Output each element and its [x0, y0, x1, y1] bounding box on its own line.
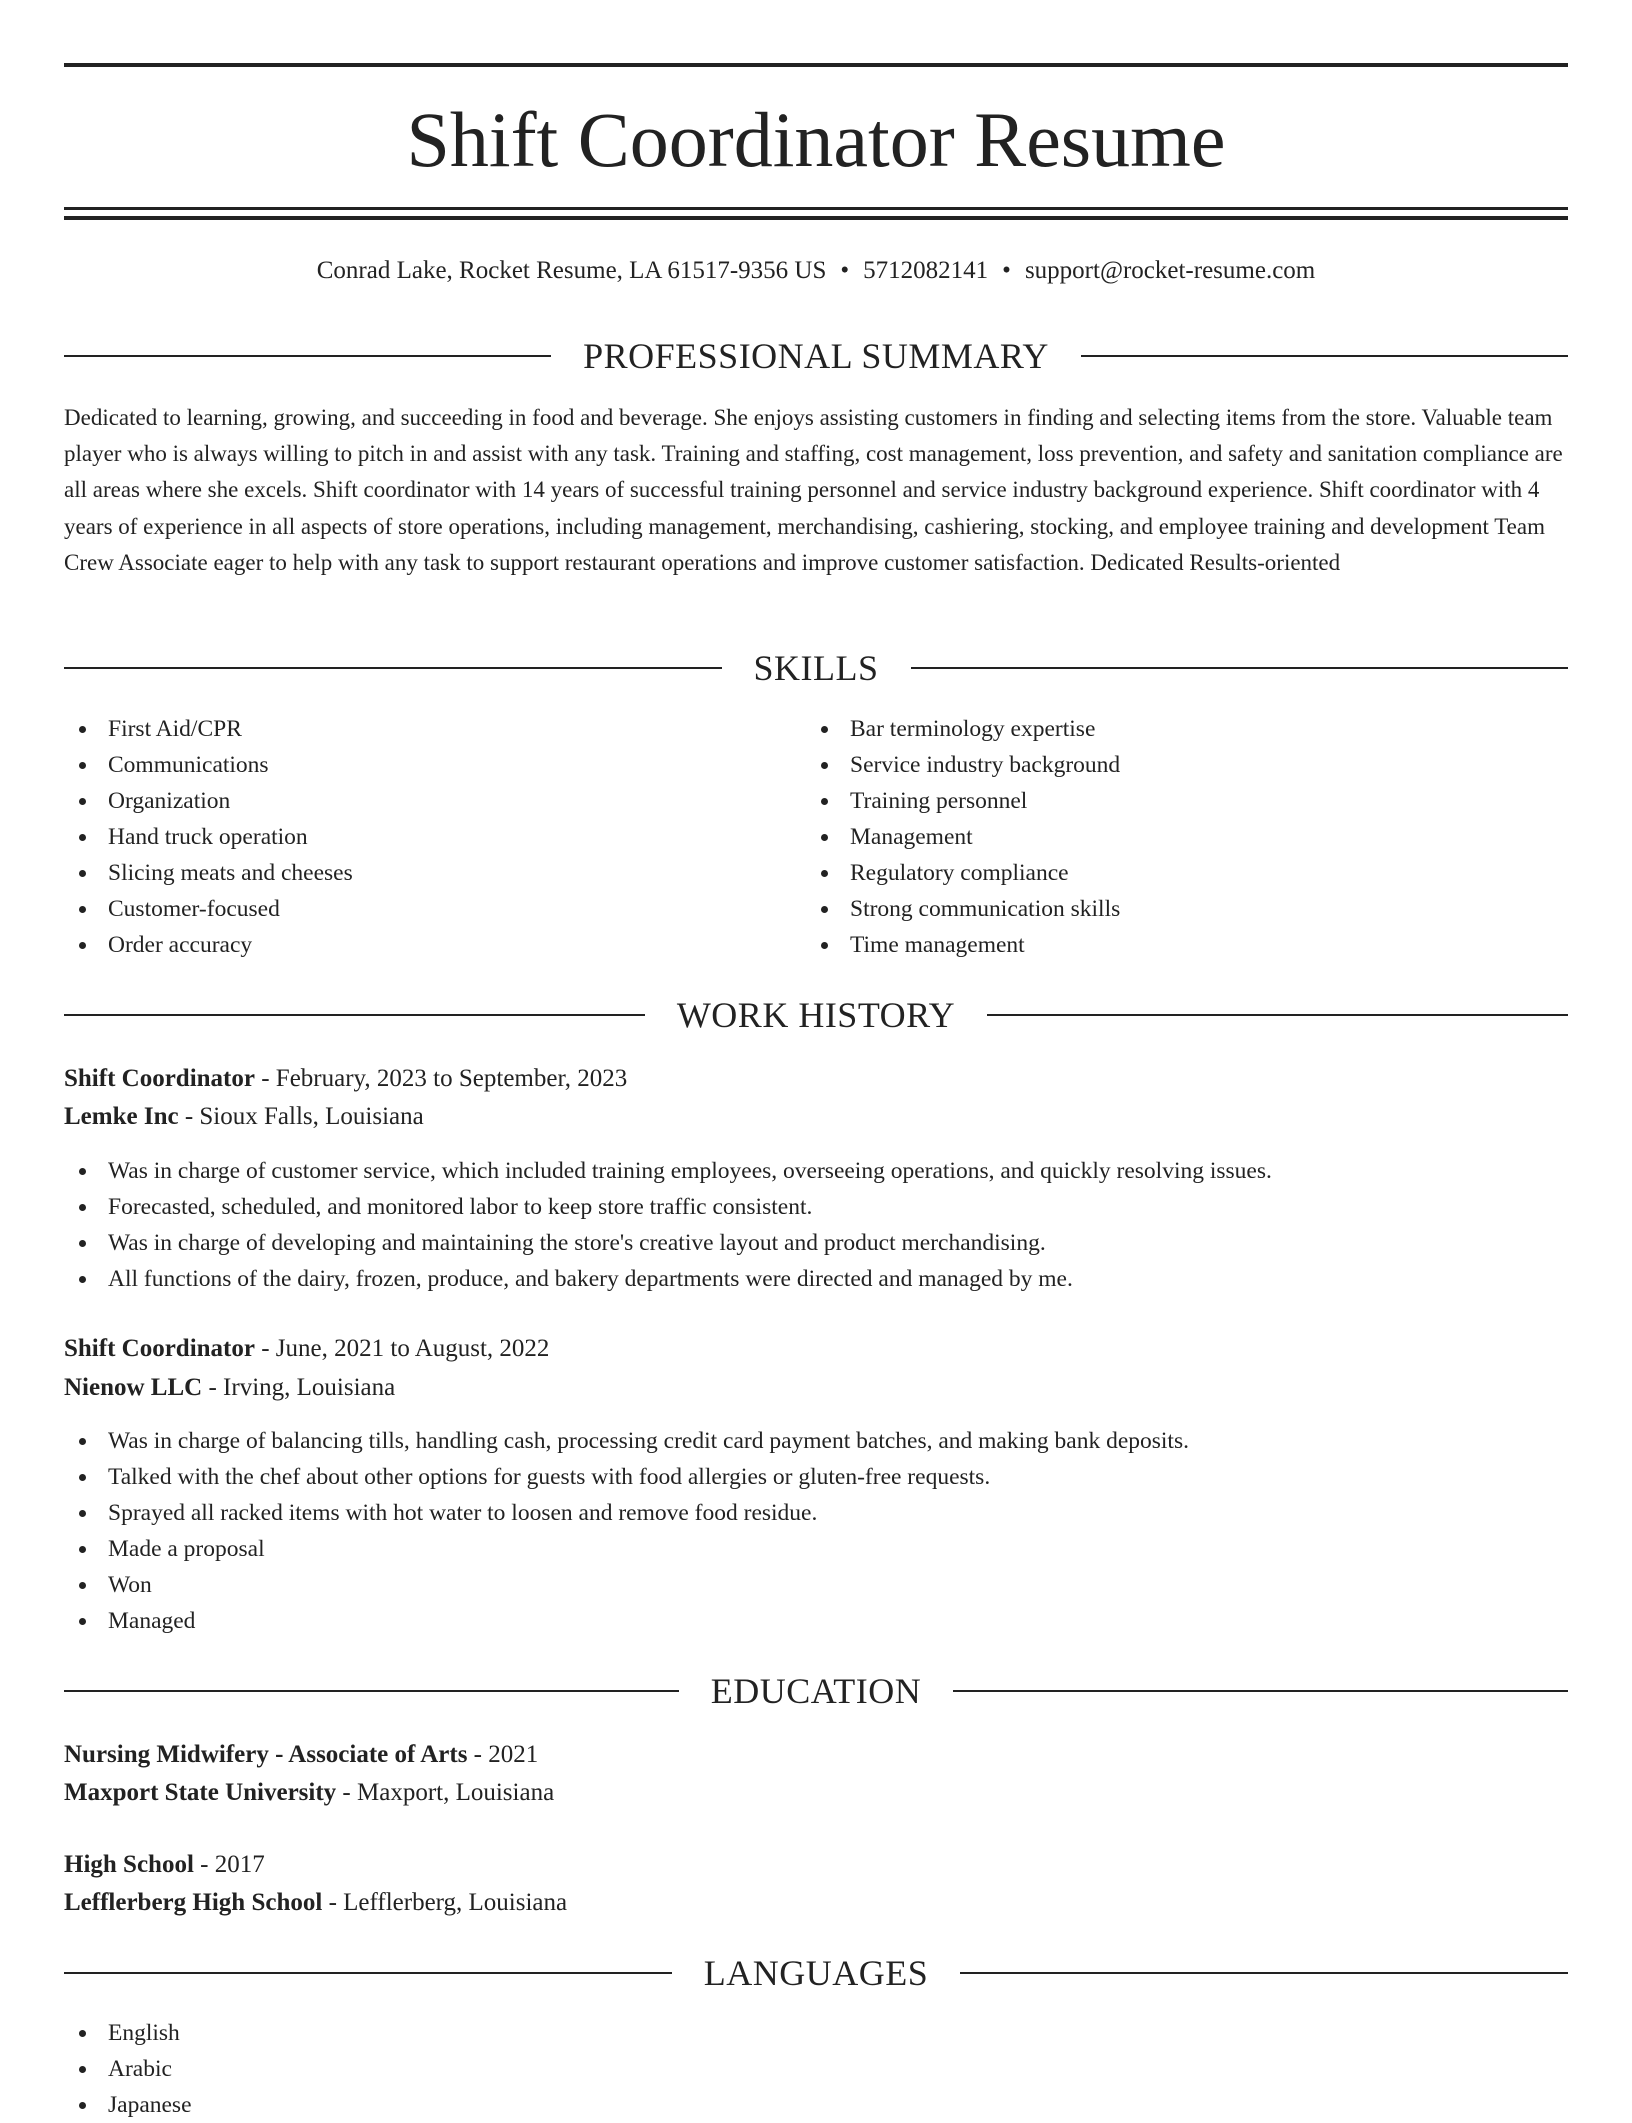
skill-item: Organization: [64, 783, 764, 819]
skill-item: Communications: [64, 747, 764, 783]
divider: [64, 1972, 672, 1974]
job-bullet: Was in charge of balancing tills, handling cash, processing credit card payment batches, and making bank deposits.: [64, 1423, 1568, 1459]
education-degree-line: [64, 1847, 1568, 1883]
skill-item: First Aid/CPR: [64, 711, 764, 747]
job-company: Nienow LLC: [64, 1374, 203, 1401]
divider: [64, 1014, 645, 1016]
skill-item: Training personnel: [806, 783, 1506, 819]
education-degree-line: [64, 1737, 1568, 1773]
section-title: LANGUAGES: [703, 1953, 929, 1993]
divider: [64, 1690, 679, 1692]
skill-item: Bar terminology expertise: [806, 711, 1506, 747]
divider: [960, 1972, 1568, 1974]
section-title: WORK HISTORY: [676, 995, 956, 1035]
skill-item: Management: [806, 819, 1506, 855]
job-bullets: [64, 1423, 1568, 1639]
skills-list-right: [806, 711, 1506, 963]
job-bullet: Won: [64, 1567, 1568, 1603]
contact-phone: 5712082141: [863, 257, 989, 284]
job-company-line: [64, 1370, 1568, 1406]
education-year: - 2017: [193, 1851, 265, 1878]
job-title: Shift Coordinator: [64, 1065, 255, 1092]
job-bullet: Was in charge of customer service, which included training employees, overseeing operations, and quickly resolving issues.: [64, 1153, 1568, 1189]
education-degree: Nursing Midwifery - Associate of Arts: [64, 1741, 468, 1768]
education-school-line: [64, 1885, 1568, 1921]
languages-list: [64, 2015, 764, 2123]
divider: [987, 1014, 1568, 1016]
divider: [64, 667, 722, 669]
job-company: Lemke Inc: [64, 1103, 179, 1130]
job-location: - Sioux Falls, Louisiana: [178, 1103, 424, 1130]
header-top-rule: [64, 63, 1568, 67]
section-heading-work: [64, 993, 1568, 1037]
skill-item: Customer-focused: [64, 891, 764, 927]
contact-email: support@rocket-resume.com: [1024, 257, 1316, 284]
job-bullet: Talked with the chef about other options for guests with food allergies or gluten-free requests.: [64, 1459, 1568, 1495]
job-dates: - February, 2023 to September, 2023: [254, 1065, 628, 1092]
contact-line: [64, 253, 1568, 289]
education-location: - Lefflerberg, Louisiana: [322, 1889, 568, 1916]
summary-text: Dedicated to learning, growing, and succeeding in food and beverage. She enjoys assisting customers in finding and selecting items from the store. Valuable team player who is always willing to pitch in and assist with any task. Training and staffing, cost management, loss prevention, and safety and sanitation compliance are all areas where she excels. Shift coordinator with 14 years of successful training personnel and service industry background experience. Shift coordinator with 4 years of experience in all aspects of store operations, including management, merchandising, cashiering, stocking, and employee training and development Team Crew Associate eager to help with any task to support restaurant operations and improve customer satisfaction. Dedicated Results-oriented: [64, 405, 1563, 575]
education-school: Maxport State University: [64, 1779, 337, 1806]
divider: [1081, 355, 1568, 357]
job-bullets: [64, 1153, 1568, 1297]
skill-item: Slicing meats and cheeses: [64, 855, 764, 891]
job-bullet: Made a proposal: [64, 1531, 1568, 1567]
divider: [953, 1690, 1568, 1692]
divider: [911, 667, 1569, 669]
skill-item: Service industry background: [806, 747, 1506, 783]
job-title-line: [64, 1331, 1568, 1367]
contact-separator: •: [840, 257, 850, 284]
section-heading-languages: [64, 1951, 1568, 1995]
job-location: - Irving, Louisiana: [202, 1374, 396, 1401]
section-heading-summary: [64, 334, 1568, 378]
header-bottom-rule-2: [64, 216, 1568, 220]
contact-separator: •: [1002, 257, 1011, 284]
section-heading-skills: [64, 646, 1568, 690]
section-heading-education: [64, 1669, 1568, 1713]
skill-item: Regulatory compliance: [806, 855, 1506, 891]
job-bullet: Was in charge of developing and maintaining the store's creative layout and product merchandising.: [64, 1225, 1568, 1261]
section-title: SKILLS: [753, 648, 879, 688]
job-bullet: Sprayed all racked items with hot water to loosen and remove food residue.: [64, 1495, 1568, 1531]
job-dates: - June, 2021 to August, 2022: [254, 1335, 550, 1362]
skill-item: Hand truck operation: [64, 819, 764, 855]
skill-item: Order accuracy: [64, 927, 764, 963]
header-bottom-rule-1: [64, 207, 1568, 210]
education-school-line: [64, 1775, 1568, 1811]
education-location: - Maxport, Louisiana: [336, 1779, 555, 1806]
language-item: Arabic: [64, 2051, 764, 2087]
skill-item: Time management: [806, 927, 1506, 963]
section-title: EDUCATION: [710, 1671, 922, 1711]
language-item: Japanese: [64, 2087, 764, 2123]
divider: [64, 355, 551, 357]
education-school: Lefflerberg High School: [64, 1889, 323, 1916]
job-bullet: All functions of the dairy, frozen, produce, and bakery departments were directed and managed by me.: [64, 1261, 1568, 1297]
language-item: English: [64, 2015, 764, 2051]
education-degree: High School: [64, 1851, 194, 1878]
contact-address: Conrad Lake, Rocket Resume, LA 61517-9356 US: [316, 257, 827, 284]
job-bullet: Managed: [64, 1603, 1568, 1639]
section-title: PROFESSIONAL SUMMARY: [583, 336, 1049, 376]
page-title: Shift Coordinator Resume: [406, 96, 1226, 183]
skills-list-left: [64, 711, 764, 963]
job-bullet: Forecasted, scheduled, and monitored labor to keep store traffic consistent.: [64, 1189, 1568, 1225]
job-title: Shift Coordinator: [64, 1335, 255, 1362]
job-title-line: [64, 1061, 1568, 1097]
job-company-line: [64, 1099, 1568, 1135]
skill-item: Strong communication skills: [806, 891, 1506, 927]
education-year: - 2021: [467, 1741, 539, 1768]
